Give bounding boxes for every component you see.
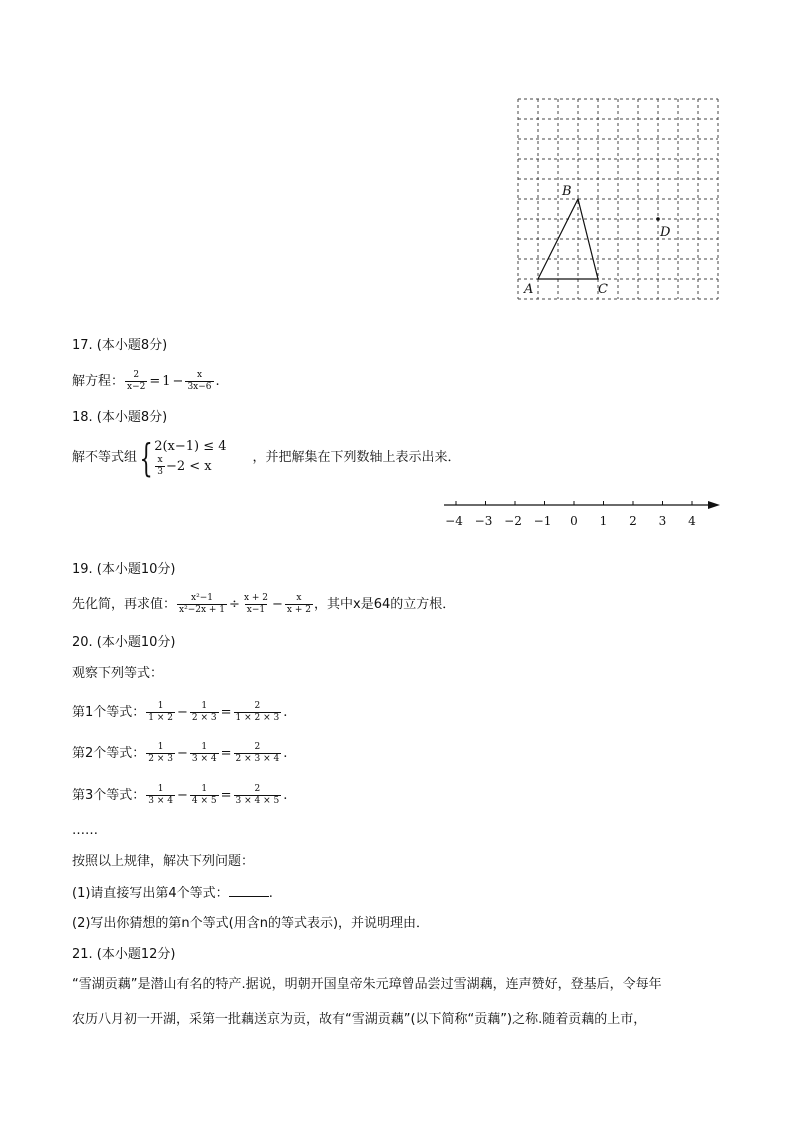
q19-label: 先化简，再求值： [72, 597, 177, 612]
label-c: C [598, 282, 608, 297]
q20-equation-3: 第3个等式： $\frac{1}{3 \times 4}$ − $\frac{1}{4 \times 5}$ = $\frac{2}{3 \times 4 \times 5}$ . [72, 784, 288, 806]
q21-line2: 农历八月初一开湖，采第一批藕送京为贡，故有“雪湖贡藕”(以下简称“贡藕”)之称.随着贡藕的上市， [72, 1012, 647, 1027]
tick-label: 2 [629, 514, 637, 528]
label-b: B [562, 184, 572, 199]
q19-expression: 先化简，再求值： $\frac{\text{x²−1}}{\text{x²−2x + 1}}$ ÷ $\frac{x + 2}{x-1}$ − $\frac{x}{x + 2}$ ，其中x是64的立方根． [72, 593, 456, 615]
q19-fraction-3: $\frac{x}{x + 2}$ [286, 593, 311, 615]
grid-figure [510, 92, 730, 307]
q20-part2: (2)写出你猜想的第n个等式(用含n的等式表示)，并说明理由． [72, 916, 430, 931]
q20-instruction: 按照以上规律，解决下列问题： [72, 854, 255, 869]
q17-equation: 解方程： $\frac{2}{x-2}$ = 1 − $\frac{x}{3x-6}$ . [72, 370, 220, 392]
q18-header: 18. (本小题8分) [72, 410, 168, 425]
q17-fraction-rhs: $\frac{x}{3x-6}$ [187, 370, 212, 392]
q20-part1: (1)请直接写出第4个等式： . [72, 886, 273, 901]
q20-header: 20. (本小题10分) [72, 635, 176, 650]
q18-line1: 2(x−1) ≤ 4 [154, 439, 227, 454]
q18-inequality-system [72, 438, 461, 478]
q18-line2: $\frac{x}{3}$ −2 < x [157, 455, 212, 477]
q18-tail: ，并把解集在下列数轴上表示出来． [252, 450, 461, 465]
tick-label: 1 [599, 514, 608, 528]
q19-tail: ，其中x是64的立方根． [314, 597, 456, 612]
q18-system: { 2(x−1) ≤ 4 $\frac{x}{3}$ −2 < x [139, 436, 227, 480]
tick-label: 4 [688, 514, 696, 528]
q20-equation-2: 第2个等式： $\frac{1}{2 \times 3}$ − $\frac{1}{3 \times 4}$ = $\frac{2}{2 \times 3 \times 4}$ . [72, 742, 288, 764]
grid-lines [518, 99, 718, 299]
q21-line1: “雪湖贡藕”是潜山有名的特产.据说，明朝开国皇帝朱元璋曾品尝过雪湖藕，连声赞好，登基后，令每年 [72, 977, 662, 992]
q20-intro: 观察下列等式： [72, 666, 164, 681]
number-line-arrow [708, 501, 720, 509]
point-d [656, 217, 660, 221]
tick-label: −3 [474, 514, 493, 528]
tick-label: −4 [445, 514, 463, 528]
tick-label: 0 [570, 514, 578, 528]
q19-header: 19. (本小题10分) [72, 562, 176, 577]
tick-label: −2 [504, 514, 522, 528]
q17-label: 解方程： [72, 374, 125, 389]
label-d: D [660, 225, 671, 240]
tick-label: 3 [658, 514, 667, 528]
answer-blank[interactable] [229, 884, 269, 897]
q19-fraction-2: $\frac{x + 2}{x-1}$ [243, 593, 269, 615]
q17-header: 17. (本小题8分) [72, 338, 168, 353]
q20-equation-1: 第1个等式： $\frac{1}{1 \times 2}$ − $\frac{1}{2 \times 3}$ = $\frac{2}{1 \times 2 \times 3}$ . [72, 701, 288, 723]
q20-ellipsis: …… [72, 823, 98, 838]
number-line [436, 492, 726, 532]
q17-fraction-lhs: $\frac{2}{x-2}$ [127, 370, 146, 392]
q18-label: 解不等式组 [72, 450, 138, 465]
tick-label: −1 [533, 514, 552, 528]
q21-header: 21. (本小题12分) [72, 947, 176, 962]
label-a: A [524, 282, 534, 297]
q19-fraction-1: $\frac{\text{x²−1}}{\text{x²−2x + 1}}$ [179, 593, 226, 615]
